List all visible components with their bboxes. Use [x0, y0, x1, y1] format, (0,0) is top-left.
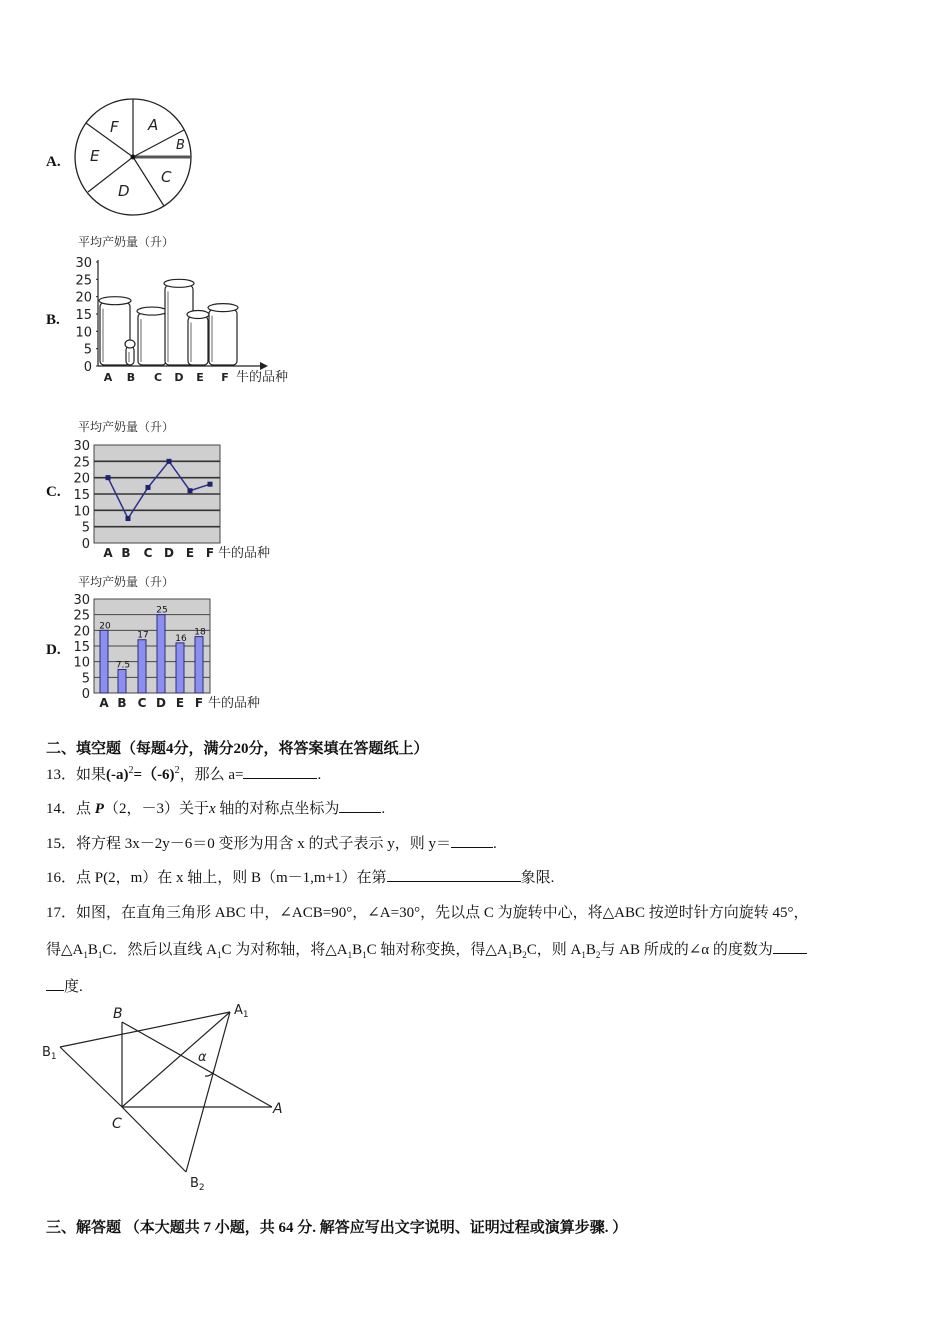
d-bar-B [118, 670, 126, 694]
c-ytick-25: 25 [73, 455, 90, 471]
label-alpha: α [198, 1050, 207, 1065]
d-bar-E [176, 643, 184, 693]
q13-answer-blank[interactable] [243, 764, 317, 779]
d-value-label-C: 17 [137, 630, 149, 641]
pie-sector-f: F [110, 118, 119, 136]
question-15: 15．将方程 3x－2y－6＝0 变形为用含 x 的式子表示 y，则 y＝ . [46, 832, 497, 853]
d-bar-D [157, 615, 165, 693]
pie-sector-d: D [118, 182, 130, 200]
b-jar-F [208, 304, 238, 365]
d-ytick-15: 15 [73, 640, 90, 655]
section-3-title: 三、解答题 （本大题共 7 小题，共 64 分. 解答应写出文字说明、证明过程或演算步骤. ） [46, 1220, 628, 1236]
label-b: B [113, 1006, 123, 1022]
d-bar-A [100, 630, 108, 693]
label-b2: $B_2$ [190, 1176, 205, 1193]
q16-answer-blank[interactable] [387, 867, 521, 882]
c-point-C [146, 485, 151, 490]
option-d-label: D. [46, 642, 61, 658]
pie-sector-e: E [90, 147, 100, 165]
b-xtick-E: E [196, 371, 204, 384]
b-ytick-25: 25 [75, 273, 92, 289]
d-ytick-30: 30 [73, 593, 90, 608]
d-xtick-E: E [175, 696, 185, 710]
option-a-pie-chart [70, 96, 200, 218]
c-ytick-0: 0 [81, 537, 90, 552]
c-xtick-E: E [185, 546, 195, 560]
chart-c-xlabel: 牛的品种 [218, 546, 271, 561]
b-ytick-5: 5 [83, 342, 92, 358]
b-jar-C [137, 307, 167, 365]
q17-answer-blank-2[interactable] [46, 976, 64, 991]
d-ytick-5: 5 [81, 671, 90, 687]
c-xtick-B: B [121, 546, 131, 560]
d-xtick-A: A [99, 696, 109, 710]
question-17-line-1: 17．如图，在直角三角形 ABC 中，∠ACB=90°，∠A=30°，先以点 C 为旋转中心，将△ABC 按逆时针方向旋转 45°， [46, 905, 809, 921]
d-value-label-E: 16 [175, 633, 187, 644]
option-c-line-chart [68, 415, 300, 565]
question-17-line-3: 度. [46, 975, 83, 996]
b-xtick-F: F [221, 371, 229, 384]
d-xtick-F: F [194, 696, 204, 710]
c-ytick-15: 15 [73, 488, 90, 503]
chart-b-xlabel: 牛的品种 [236, 370, 289, 385]
option-d-bar-chart [68, 572, 300, 720]
chart-d-y-ticks [73, 593, 90, 702]
c-point-F [208, 482, 213, 487]
b-ytick-15: 15 [75, 308, 92, 323]
d-ytick-10: 10 [73, 655, 90, 671]
chart-d-x-ticks [99, 696, 203, 710]
c-point-D [167, 459, 172, 464]
chart-d-xlabel: 牛的品种 [208, 696, 261, 711]
question-14: 14．点 P（2，－3）关于x 轴的对称点坐标为 . [46, 797, 385, 818]
segment-b1c [60, 1047, 122, 1107]
option-b-pictograph [68, 230, 300, 390]
option-c-label: C. [46, 484, 61, 500]
d-value-label-B: 7.5 [115, 660, 131, 671]
d-value-label-F: 18 [194, 627, 206, 638]
b-ytick-10: 10 [75, 325, 92, 341]
label-c: C [112, 1116, 122, 1132]
c-xtick-A: A [103, 546, 113, 560]
d-ytick-20: 20 [73, 624, 90, 640]
segment-ab [122, 1022, 272, 1107]
b-jar-E [187, 311, 209, 365]
chart-d-title: 平均产奶量（升） [78, 575, 175, 589]
pie-sector-a: A [148, 116, 159, 134]
b-ytick-30: 30 [75, 256, 92, 271]
label-a1: $A_1$ [234, 1003, 249, 1020]
d-bar-F [195, 637, 203, 693]
c-ytick-30: 30 [73, 439, 90, 454]
b-ytick-0: 0 [83, 360, 92, 375]
d-ytick-25: 25 [73, 608, 90, 624]
c-ytick-10: 10 [73, 504, 90, 520]
segment-ca1 [122, 1012, 230, 1107]
segment-b1a1 [60, 1012, 230, 1047]
label-a: A [273, 1101, 283, 1117]
question-13: 13．如果$(-a)^2=(-6)^2$，那么 a= . [46, 765, 322, 783]
b-xtick-A: A [103, 371, 113, 384]
question-17-line-2: 得$\triangle A_1B_1C$．然后以直线 $A_1C$ 为对称轴，将$\triangle A_1B_1C$ 轴对称变换，得$\triangle A_1B_2C$，则 $A_1B_2$与 AB 所成的∠α 的度数为 [46, 938, 807, 960]
q17-answer-blank-1[interactable] [773, 939, 807, 954]
d-bar-C [138, 640, 146, 693]
c-xtick-D: D [164, 546, 174, 560]
b-ytick-20: 20 [75, 290, 92, 306]
chart-c-title: 平均产奶量（升） [78, 420, 175, 434]
chart-b-title: 平均产奶量（升） [78, 235, 175, 249]
pie-sector-b: B [176, 138, 185, 153]
b-xtick-C: C [153, 371, 163, 384]
segment-a1b2 [186, 1012, 230, 1172]
question-16: 16．点 P(2，m）在 x 轴上，则 B（m－1,m+1）在第 象限. [46, 866, 554, 887]
d-value-label-A: 20 [99, 621, 111, 632]
d-ytick-0: 0 [81, 687, 90, 702]
b-jar-B [125, 340, 135, 365]
b-xtick-B: B [126, 371, 136, 384]
c-ytick-5: 5 [81, 520, 90, 536]
c-point-E [188, 488, 193, 493]
chart-c-y-ticks [73, 439, 90, 552]
chart-b-x-ticks [104, 371, 229, 384]
q15-answer-blank[interactable] [451, 833, 493, 848]
chart-c-x-ticks [103, 546, 214, 560]
option-b-label: B. [46, 312, 60, 328]
pie-sector-c: C [161, 168, 172, 186]
chart-b-y-ticks [75, 256, 98, 375]
c-xtick-F: F [205, 546, 215, 560]
segment-cb2 [122, 1107, 186, 1172]
q14-answer-blank[interactable] [339, 798, 381, 813]
option-a-label: A. [46, 154, 61, 170]
b-xtick-D: D [174, 371, 184, 384]
d-xtick-D: D [156, 696, 166, 710]
section-2-title: 二、填空题（每题4分，满分20分，将答案填在答题纸上） [46, 741, 429, 757]
c-point-B [126, 516, 131, 521]
c-point-A [106, 475, 111, 480]
d-xtick-C: C [137, 696, 147, 710]
chart-b-jars [99, 279, 238, 365]
label-b1: $B_1$ [42, 1045, 57, 1062]
d-xtick-B: B [117, 696, 127, 710]
c-ytick-20: 20 [73, 471, 90, 487]
d-value-label-D: 25 [156, 605, 168, 616]
c-xtick-C: C [143, 546, 153, 560]
question-17-figure [38, 1000, 298, 1195]
